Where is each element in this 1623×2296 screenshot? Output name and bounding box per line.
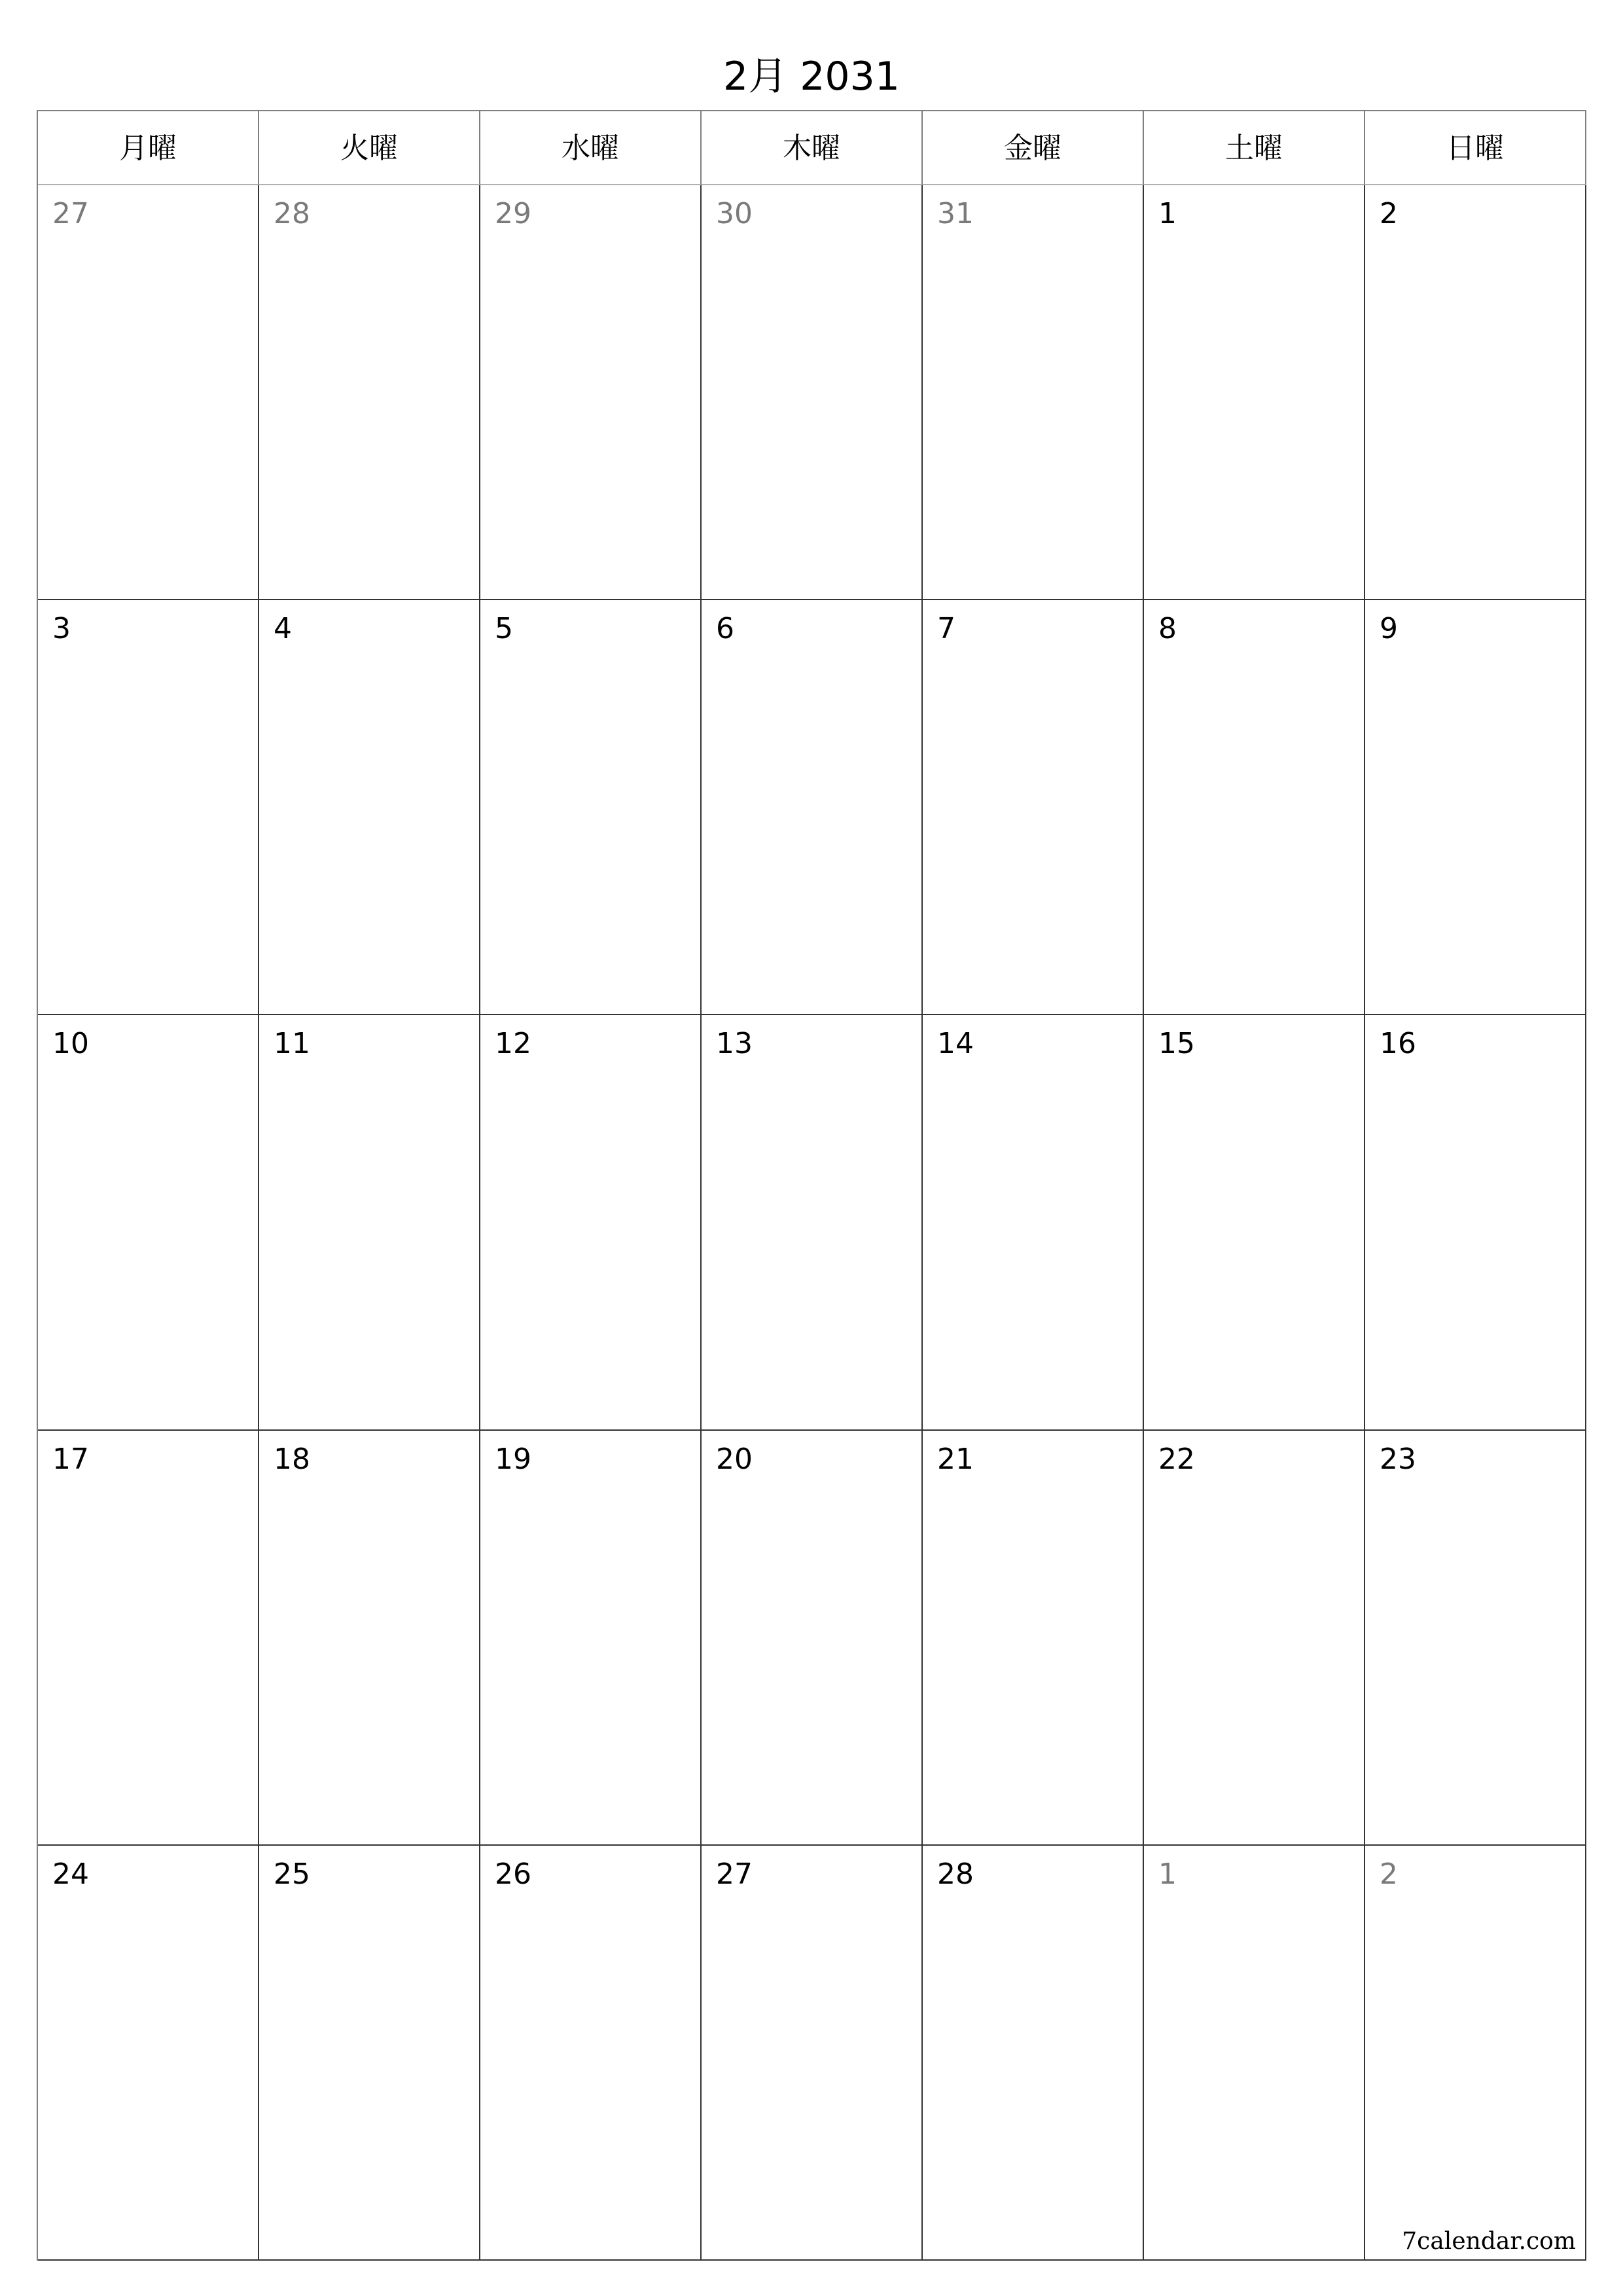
weekday-header-6: 土曜 bbox=[1144, 111, 1365, 185]
day-cell bbox=[702, 1431, 923, 1846]
day-cell bbox=[923, 1846, 1144, 2261]
day-cell bbox=[702, 600, 923, 1015]
weeks-container bbox=[38, 185, 1586, 2261]
weekday-header-4: 木曜 bbox=[702, 111, 923, 185]
day-number: 23 bbox=[1380, 1443, 1416, 1476]
day-number: 12 bbox=[495, 1027, 531, 1060]
day-number: 25 bbox=[274, 1857, 310, 1891]
day-number: 21 bbox=[937, 1443, 974, 1476]
day-cell bbox=[38, 1015, 259, 1431]
day-cell bbox=[1144, 1846, 1365, 2261]
calendar-grid bbox=[37, 110, 1586, 2261]
day-number: 13 bbox=[716, 1027, 753, 1060]
day-number: 28 bbox=[937, 1857, 974, 1891]
day-number: 3 bbox=[52, 612, 71, 645]
day-cell bbox=[1144, 185, 1365, 600]
weekday-header-1: 月曜 bbox=[38, 111, 259, 185]
day-number: 17 bbox=[52, 1443, 89, 1476]
day-cell bbox=[702, 1846, 923, 2261]
day-cell bbox=[259, 185, 480, 600]
day-number: 1 bbox=[1158, 1857, 1177, 1891]
day-cell bbox=[480, 600, 702, 1015]
day-cell bbox=[259, 1431, 480, 1846]
weekday-header-3: 水曜 bbox=[480, 111, 702, 185]
weekday-header-5: 金曜 bbox=[923, 111, 1144, 185]
day-number: 6 bbox=[716, 612, 734, 645]
day-number: 1 bbox=[1158, 197, 1177, 230]
day-cell bbox=[38, 1846, 259, 2261]
day-cell bbox=[702, 185, 923, 600]
day-cell bbox=[259, 1846, 480, 2261]
day-number: 27 bbox=[716, 1857, 753, 1891]
day-cell bbox=[923, 600, 1144, 1015]
day-number: 16 bbox=[1380, 1027, 1416, 1060]
day-number: 26 bbox=[495, 1857, 531, 1891]
day-number: 14 bbox=[937, 1027, 974, 1060]
day-number: 27 bbox=[52, 197, 89, 230]
day-cell bbox=[1365, 600, 1586, 1015]
day-number: 11 bbox=[274, 1027, 310, 1060]
day-number: 22 bbox=[1158, 1443, 1195, 1476]
day-number: 7 bbox=[937, 612, 955, 645]
day-cell bbox=[1144, 1431, 1365, 1846]
footer-brand: 7calendar.com bbox=[1402, 2228, 1576, 2255]
day-number: 5 bbox=[495, 612, 513, 645]
weekday-header-row bbox=[38, 111, 1586, 185]
day-cell bbox=[1365, 1431, 1586, 1846]
day-cell bbox=[259, 600, 480, 1015]
day-number: 28 bbox=[274, 197, 310, 230]
day-cell bbox=[923, 185, 1144, 600]
day-number: 30 bbox=[716, 197, 753, 230]
day-cell bbox=[1144, 1015, 1365, 1431]
day-cell bbox=[480, 185, 702, 600]
day-cell bbox=[702, 1015, 923, 1431]
day-number: 10 bbox=[52, 1027, 89, 1060]
day-cell bbox=[480, 1431, 702, 1846]
day-cell bbox=[1365, 185, 1586, 600]
day-number: 2 bbox=[1380, 1857, 1398, 1891]
day-number: 19 bbox=[495, 1443, 531, 1476]
day-cell bbox=[38, 1431, 259, 1846]
day-cell bbox=[38, 600, 259, 1015]
day-cell bbox=[923, 1431, 1144, 1846]
weekday-header-7: 日曜 bbox=[1365, 111, 1586, 185]
day-number: 18 bbox=[274, 1443, 310, 1476]
weekday-header-2: 火曜 bbox=[259, 111, 480, 185]
day-number: 24 bbox=[52, 1857, 89, 1891]
day-cell bbox=[1365, 1015, 1586, 1431]
day-cell bbox=[480, 1846, 702, 2261]
day-cell bbox=[1144, 600, 1365, 1015]
day-cell bbox=[259, 1015, 480, 1431]
day-number: 2 bbox=[1380, 197, 1398, 230]
day-cell bbox=[480, 1015, 702, 1431]
day-number: 8 bbox=[1158, 612, 1177, 645]
day-cell bbox=[923, 1015, 1144, 1431]
day-cell bbox=[1365, 1846, 1586, 2261]
day-number: 20 bbox=[716, 1443, 753, 1476]
day-number: 9 bbox=[1380, 612, 1398, 645]
day-number: 31 bbox=[937, 197, 974, 230]
day-number: 29 bbox=[495, 197, 531, 230]
day-number: 15 bbox=[1158, 1027, 1195, 1060]
day-number: 4 bbox=[274, 612, 292, 645]
day-cell bbox=[38, 185, 259, 600]
page-title: 2月 2031 bbox=[723, 54, 900, 99]
